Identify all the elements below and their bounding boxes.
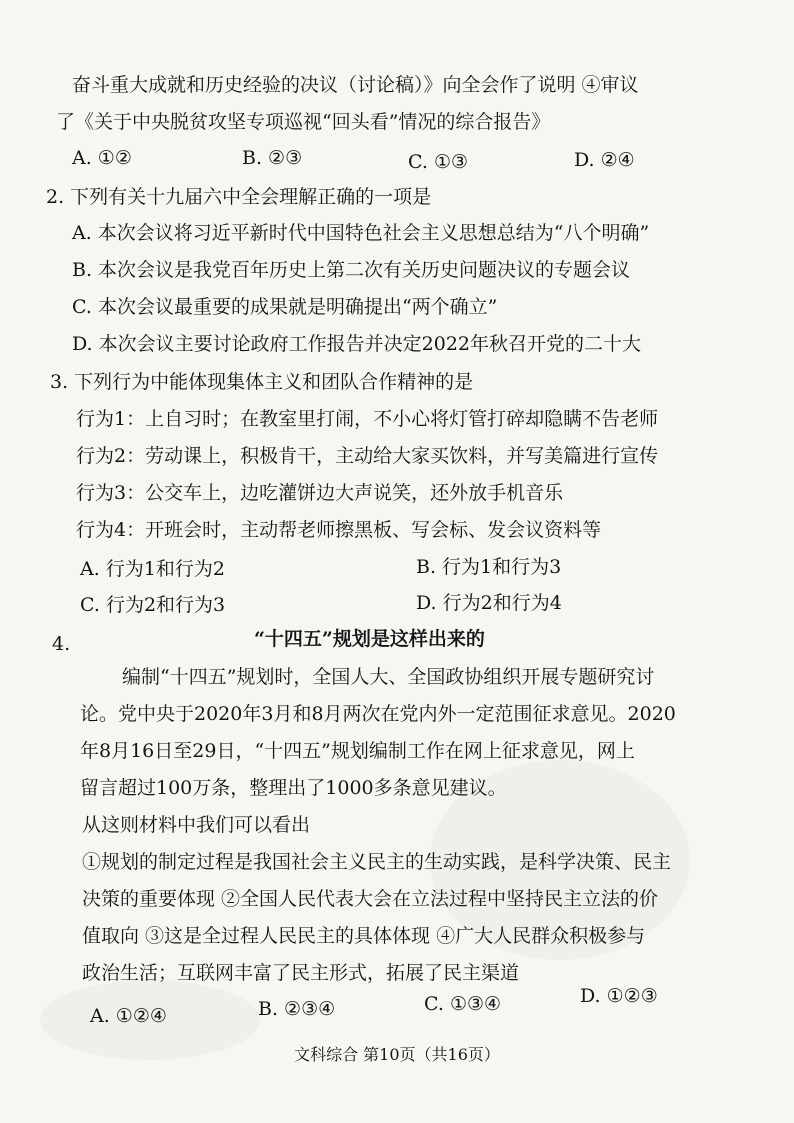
q1-option-a[interactable]: A. ①② <box>72 147 132 169</box>
q3-option-b[interactable]: B. 行为1和行为3 <box>416 556 562 578</box>
q3-option-d[interactable]: D. 行为2和行为4 <box>416 592 562 614</box>
q4-statement-line-4: 政治生活；互联网丰富了民主形式，拓展了民主渠道 <box>82 962 520 984</box>
q3-options-row-1 <box>0 555 794 585</box>
q1-option-b[interactable]: B. ②③ <box>242 147 303 169</box>
q4-title: “十四五”规划是这样出来的 <box>254 628 485 650</box>
q1-text-line-1: 奋斗重大成就和历史经验的决议（讨论稿）》向全会作了说明 ④审议 <box>72 74 639 96</box>
q2-option-b[interactable]: B. 本次会议是我党百年历史上第二次有关历史问题决议的专题会议 <box>72 259 631 281</box>
q4-paragraph-line-4: 留言超过100万条，整理出了1000多条意见建议。 <box>80 777 507 799</box>
q3-behavior-4: 行为4：开班会时，主动帮老师擦黑板、写会标、发会议资料等 <box>76 519 602 541</box>
q4-paragraph-line-2: 论。党中央于2020年3月和8月两次在党内外一定范围征求意见。2020 <box>80 703 676 725</box>
q2-option-a[interactable]: A. 本次会议将习近平新时代中国特色社会主义思想总结为“八个明确” <box>72 222 650 244</box>
q2-option-c[interactable]: C. 本次会议最重要的成果就是明确提出“两个确立” <box>72 296 498 318</box>
q4-statement-line-3: 值取向 ③这是全过程人民民主的具体体现 ④广大人民群众积极参与 <box>82 925 646 947</box>
q4-options <box>0 985 794 1027</box>
q4-option-c[interactable]: C. ①③④ <box>424 993 502 1015</box>
q4-number: 4. <box>52 633 71 655</box>
q4-option-b[interactable]: B. ②③④ <box>258 998 336 1020</box>
q3-option-a[interactable]: A. 行为1和行为2 <box>80 558 225 580</box>
q4-statement-line-1: ①规划的制定过程是我国社会主义民主的生动实践，是科学决策、民主 <box>82 851 672 873</box>
q1-option-d[interactable]: D. ②④ <box>574 149 635 171</box>
q3-behavior-2: 行为2：劳动课上，积极肯干，主动给大家买饮料，并写美篇进行宣传 <box>76 445 659 467</box>
q4-option-a[interactable]: A. ①②④ <box>90 1005 167 1027</box>
q3-options-row-2 <box>0 591 794 621</box>
page-footer: 文科综合 第10页（共16页） <box>294 1045 500 1064</box>
q3-stem: 3. 下列行为中能体现集体主义和团队合作精神的是 <box>50 371 474 393</box>
q1-option-c[interactable]: C. ①③ <box>408 151 469 173</box>
q3-behavior-1: 行为1：上自习时；在教室里打闹，不小心将灯管打碎却隐瞒不告老师 <box>76 408 659 430</box>
q3-behavior-3: 行为3：公交车上，边吃灌饼边大声说笑，还外放手机音乐 <box>76 482 564 504</box>
q4-question: 从这则材料中我们可以看出 <box>82 814 311 836</box>
q1-text-line-2: 了《关于中央脱贫攻坚专项巡视“回头看”情况的综合报告》 <box>56 111 551 133</box>
q2-stem: 2. 下列有关十九届六中全会理解正确的一项是 <box>46 186 432 208</box>
q4-option-d[interactable]: D. ①②③ <box>580 985 658 1007</box>
q4-paragraph-line-3: 年8月16日至29日，“十四五”规划编制工作在网上征求意见，网上 <box>80 740 635 762</box>
q3-option-c[interactable]: C. 行为2和行为3 <box>80 594 226 616</box>
q4-statement-line-2: 决策的重要体现 ②全国人民代表大会在立法过程中坚持民主立法的价 <box>82 888 659 910</box>
q1-options <box>0 146 794 176</box>
q4-paragraph-line-1: 编制“十四五”规划时，全国人大、全国政协组织开展专题研究讨 <box>122 666 655 688</box>
q2-option-d[interactable]: D. 本次会议主要讨论政府工作报告并决定2022年秋召开党的二十大 <box>72 333 641 355</box>
